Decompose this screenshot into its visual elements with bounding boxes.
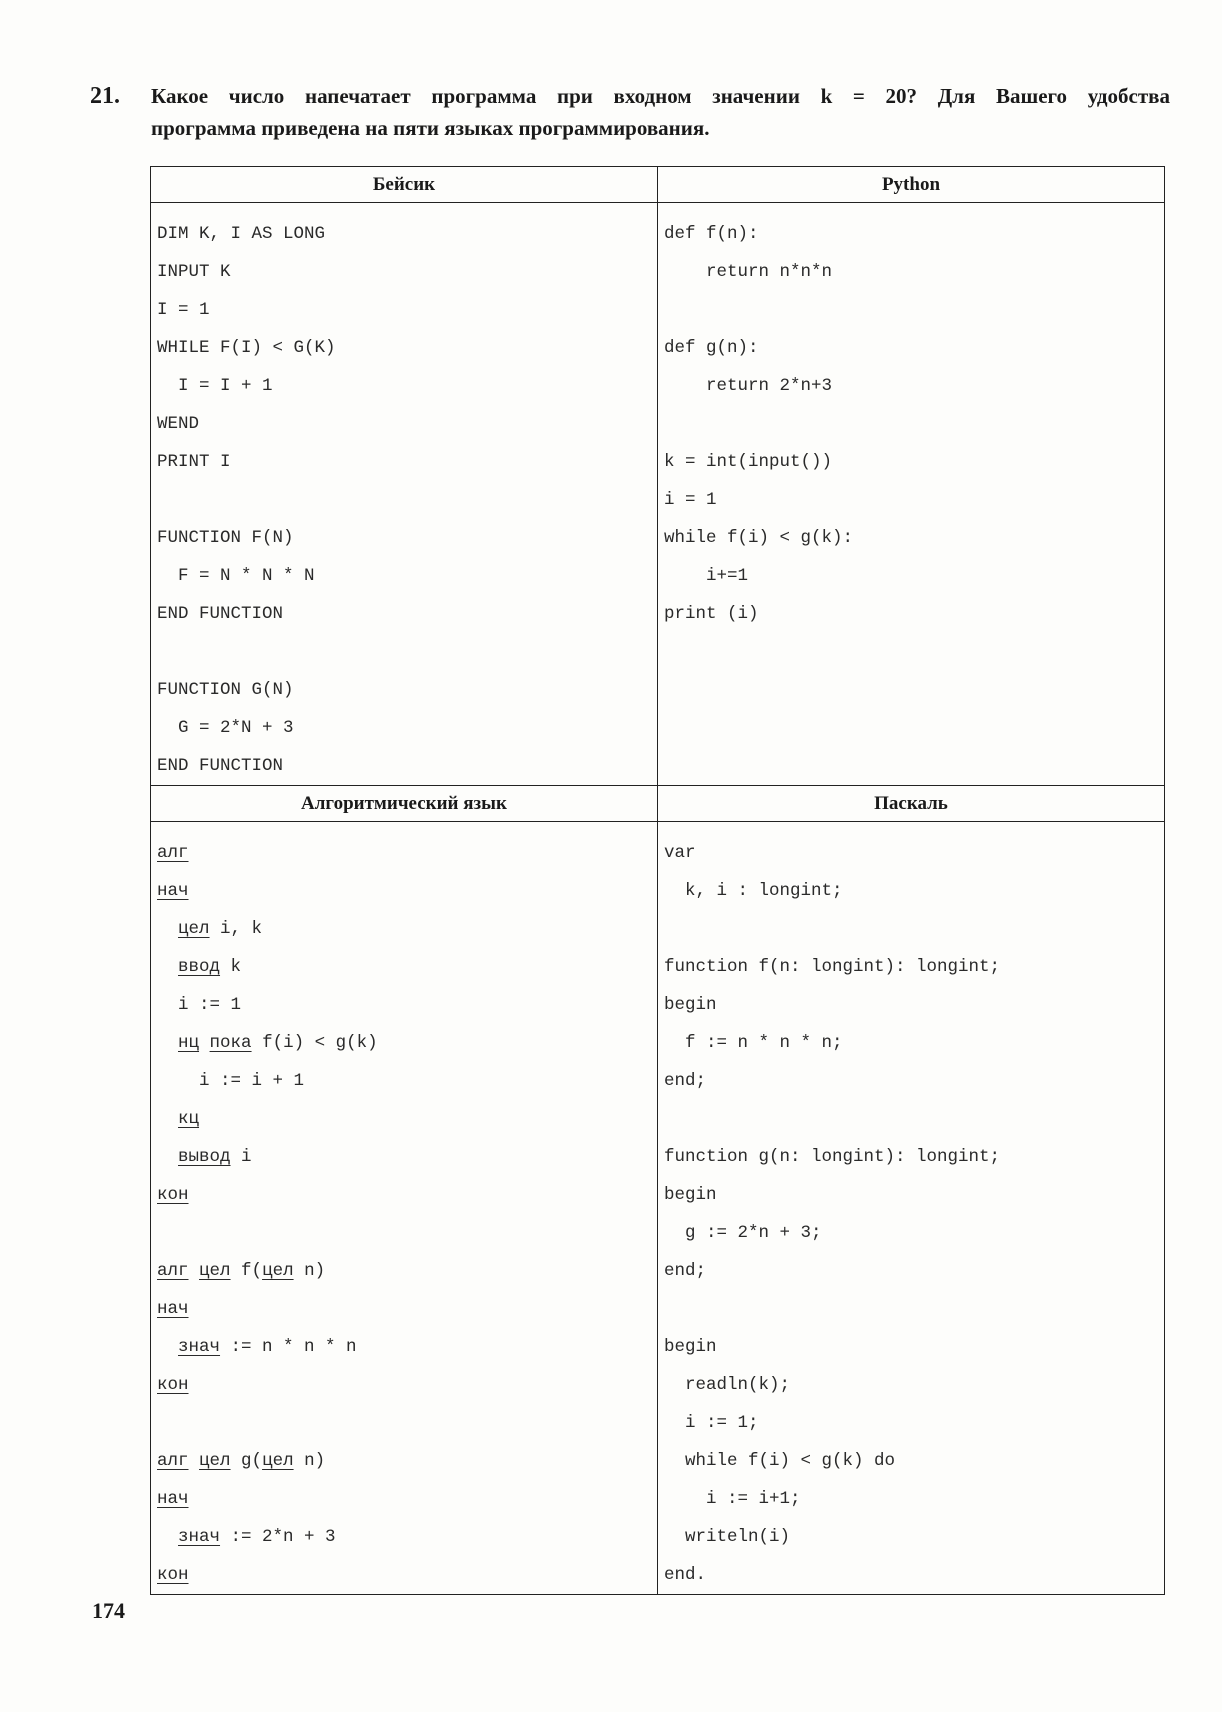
code-token: i := i + 1: [199, 1071, 305, 1091]
code-line: return n*n*n: [663, 262, 833, 282]
task-text-line-2: программа приведена на пяти языках программирования.: [151, 116, 710, 140]
code-line: end;: [663, 1071, 706, 1091]
code-line: END FUNCTION: [157, 604, 284, 624]
task-text: [151, 80, 1170, 144]
code-line: def g(n):: [663, 338, 759, 358]
keyword: цел: [262, 1261, 294, 1281]
code-line: G = 2*N + 3: [157, 718, 294, 738]
keyword: алг: [157, 1261, 189, 1281]
code-indent: [157, 919, 178, 939]
code-line: [157, 986, 657, 1024]
code-line: [157, 872, 657, 910]
code-line: INPUT K: [157, 262, 231, 282]
code-line: f := n * n * n;: [663, 1033, 843, 1053]
code-line: i := i+1;: [663, 1489, 801, 1509]
code-line: while f(i) < g(k) do: [663, 1451, 896, 1471]
code-line: [157, 481, 657, 519]
code-line: FUNCTION F(N): [157, 528, 294, 548]
keyword: алг: [157, 843, 189, 863]
code-line: [157, 1176, 657, 1214]
code-line: print (i): [663, 604, 759, 624]
code-line: I = I + 1: [157, 376, 273, 396]
code-line: begin: [663, 1337, 717, 1357]
code-token: i, k: [209, 919, 263, 939]
task-text-line-1: Какое число напечатает программа при входном значении k = 20? Для Вашего удобства: [151, 84, 1170, 108]
code-line: DIM K, I AS LONG: [157, 224, 326, 244]
code-indent: [157, 1527, 178, 1547]
code-line: [157, 1328, 657, 1366]
code-token: i := 1: [178, 995, 242, 1015]
code-row-bottom: [151, 822, 1165, 1595]
code-line: [157, 1518, 657, 1556]
code-line: begin: [663, 1185, 717, 1205]
code-row-top: [151, 203, 1165, 786]
code-line: function f(n: longint): longint;: [663, 957, 1001, 977]
keyword: цел: [178, 919, 210, 939]
code-line: [157, 633, 657, 671]
code-line: i = 1: [663, 490, 717, 510]
code-line: PRINT I: [157, 452, 231, 472]
code-line: i+=1: [663, 566, 748, 586]
code-line: var: [663, 843, 696, 863]
page-number: 174: [92, 1598, 125, 1623]
keyword: кц: [178, 1109, 200, 1129]
code-line: [664, 1290, 1164, 1328]
code-token: [189, 1451, 200, 1471]
pascal-code-cell: [657, 822, 1164, 1595]
code-line: end;: [663, 1261, 706, 1281]
code-token: n): [293, 1451, 326, 1471]
header-algo: Алгоритмический язык: [151, 786, 658, 822]
task-statement: [90, 80, 1170, 144]
header-basic: Бейсик: [151, 167, 658, 203]
keyword: цел: [199, 1451, 231, 1471]
python-code-cell: [657, 203, 1164, 786]
code-line: WHILE F(I) < G(K): [157, 338, 336, 358]
code-line: writeln(i): [663, 1527, 791, 1547]
keyword: цел: [262, 1451, 294, 1471]
code-line: [157, 1290, 657, 1328]
code-token: := 2*n + 3: [220, 1527, 336, 1547]
code-line: k, i : longint;: [663, 881, 843, 901]
code-line: [157, 1062, 657, 1100]
code-line: [664, 910, 1164, 948]
code-line: begin: [663, 995, 717, 1015]
header-pascal: Паскаль: [657, 786, 1164, 822]
code-token: g(: [230, 1451, 263, 1471]
code-line: while f(i) < g(k):: [663, 528, 854, 548]
code-line: end.: [663, 1565, 706, 1585]
header-python: Python: [657, 167, 1164, 203]
code-line: k = int(input()): [663, 452, 833, 472]
code-line: [157, 1100, 657, 1138]
keyword: цел: [199, 1261, 231, 1281]
keyword: кон: [157, 1375, 189, 1395]
code-line: I = 1: [157, 300, 210, 320]
code-line: [157, 1366, 657, 1404]
algo-code-cell: [151, 822, 658, 1595]
keyword: вывод: [178, 1147, 231, 1167]
code-token: := n * n * n: [220, 1337, 357, 1357]
keyword: нач: [157, 1489, 189, 1509]
code-indent: [157, 1109, 178, 1129]
basic-code: [157, 215, 657, 785]
code-line: i := 1;: [663, 1413, 759, 1433]
keyword: алг: [157, 1451, 189, 1471]
code-line: [664, 291, 1164, 329]
code-indent: [157, 1337, 178, 1357]
algo-code: [157, 834, 657, 1594]
code-line: function g(n: longint): longint;: [663, 1147, 1001, 1167]
keyword: знач: [178, 1337, 221, 1357]
python-code: [664, 215, 1164, 633]
code-line: [157, 948, 657, 986]
keyword: ввод: [178, 957, 221, 977]
code-line: [157, 1252, 657, 1290]
code-indent: [157, 1147, 178, 1167]
code-indent: [157, 1071, 199, 1091]
code-token: [199, 1033, 210, 1053]
code-line: [157, 1024, 657, 1062]
keyword: нц: [178, 1033, 200, 1053]
code-indent: [157, 1033, 178, 1053]
code-indent: [157, 995, 178, 1015]
code-line: readln(k);: [663, 1375, 791, 1395]
keyword: нач: [157, 1299, 189, 1319]
code-token: f(: [230, 1261, 263, 1281]
code-table: [150, 166, 1165, 1595]
header-row-top: [151, 167, 1165, 203]
keyword: кон: [157, 1565, 189, 1585]
code-line: [664, 1100, 1164, 1138]
code-token: f(i) < g(k): [251, 1033, 378, 1053]
code-line: [157, 1214, 657, 1252]
code-token: [189, 1261, 200, 1281]
keyword: пока: [209, 1033, 252, 1053]
code-token: n): [293, 1261, 326, 1281]
keyword: знач: [178, 1527, 221, 1547]
code-token: k: [220, 957, 242, 977]
code-line: FUNCTION G(N): [157, 680, 294, 700]
code-line: [157, 910, 657, 948]
pascal-code: [664, 834, 1164, 1594]
code-line: return 2*n+3: [663, 376, 833, 396]
code-line: [157, 1442, 657, 1480]
code-line: [157, 1556, 657, 1594]
keyword: кон: [157, 1185, 189, 1205]
code-line: [157, 1480, 657, 1518]
code-indent: [157, 957, 178, 977]
task-number: 21.: [90, 83, 120, 109]
header-row-bottom: [151, 786, 1165, 822]
code-token: i: [230, 1147, 252, 1167]
basic-code-cell: [151, 203, 658, 786]
code-line: g := 2*n + 3;: [663, 1223, 822, 1243]
code-line: WEND: [157, 414, 200, 434]
code-line: END FUNCTION: [157, 756, 284, 776]
keyword: нач: [157, 881, 189, 901]
code-line: [664, 405, 1164, 443]
code-line: [157, 1404, 657, 1442]
code-line: [157, 834, 657, 872]
code-line: def f(n):: [663, 224, 759, 244]
code-line: F = N * N * N: [157, 566, 315, 586]
code-line: [157, 1138, 657, 1176]
